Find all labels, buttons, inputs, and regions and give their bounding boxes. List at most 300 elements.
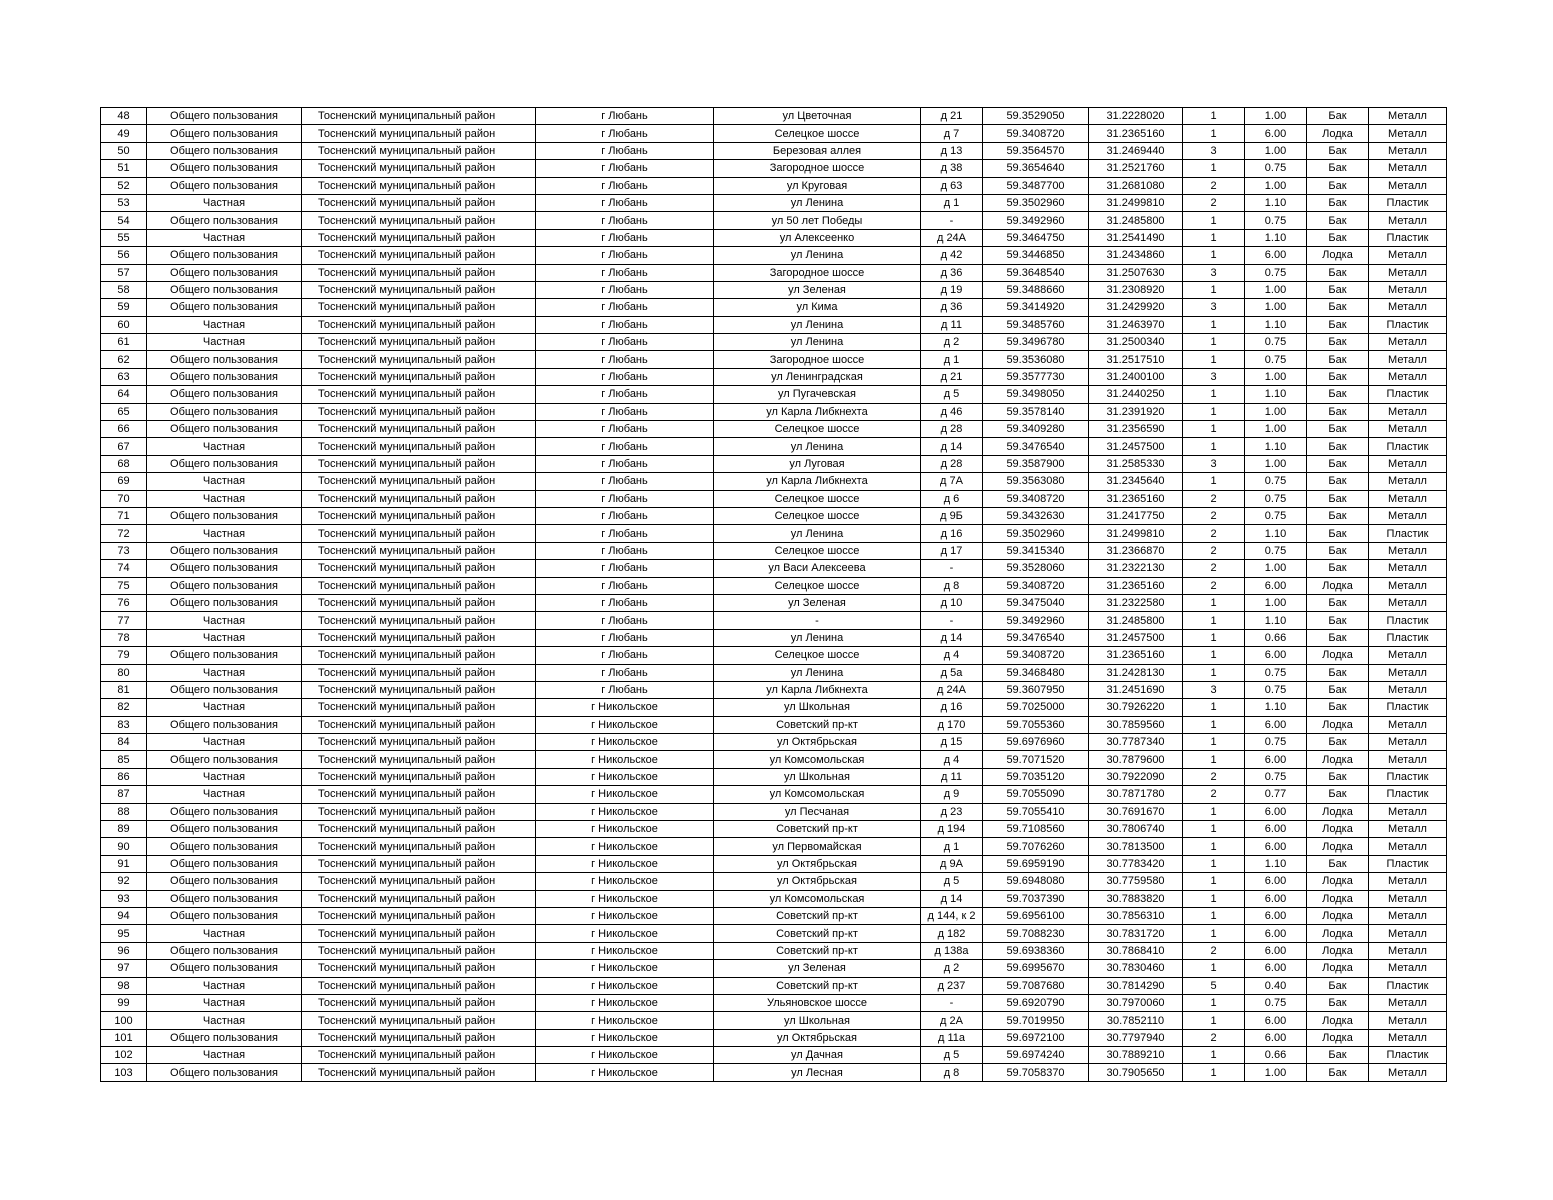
cell-street: ул Первомайская [714,838,921,855]
table-row [101,1047,1447,1064]
cell-house: д 42 [921,247,983,264]
cell-district: Тосненский муниципальный район [302,890,536,907]
cell-settlement: г Никольское [536,942,714,959]
cell-container-count: 1 [1183,664,1245,681]
cell-ownership: Общего пользования [147,281,302,298]
cell-container-type: Бак [1307,160,1369,177]
cell-district: Тосненский муниципальный район [302,716,536,733]
cell-ownership: Общего пользования [147,351,302,368]
cell-material: Металл [1369,994,1447,1011]
cell-material: Пластик [1369,229,1447,246]
cell-container-type: Бак [1307,525,1369,542]
cell-house: д 21 [921,368,983,385]
table-row [101,647,1447,664]
cell-container-type: Лодка [1307,890,1369,907]
table-row [101,108,1447,125]
table-row [101,368,1447,385]
cell-district: Тосненский муниципальный район [302,125,536,142]
cell-container-type: Бак [1307,177,1369,194]
cell-latitude: 59.7058370 [983,1064,1089,1081]
cell-container-count: 1 [1183,160,1245,177]
cell-container-count: 3 [1183,142,1245,159]
cell-container-type: Лодка [1307,907,1369,924]
table-row [101,525,1447,542]
cell-settlement: г Никольское [536,1064,714,1081]
cell-longitude: 30.7783420 [1089,855,1183,872]
cell-material: Металл [1369,507,1447,524]
cell-row-number: 63 [101,368,147,385]
cell-container-volume: 1.00 [1245,281,1307,298]
cell-row-number: 86 [101,768,147,785]
cell-container-volume: 6.00 [1245,751,1307,768]
cell-container-count: 1 [1183,925,1245,942]
cell-latitude: 59.3564570 [983,142,1089,159]
cell-ownership: Частная [147,473,302,490]
cell-street: Селецкое шоссе [714,490,921,507]
cell-latitude: 59.7088230 [983,925,1089,942]
cell-material: Пластик [1369,386,1447,403]
cell-longitude: 31.2440250 [1089,386,1183,403]
cell-house: д 1 [921,194,983,211]
cell-container-type: Бак [1307,386,1369,403]
cell-settlement: г Никольское [536,925,714,942]
cell-latitude: 59.6920790 [983,994,1089,1011]
cell-container-volume: 6.00 [1245,1012,1307,1029]
cell-ownership: Частная [147,334,302,351]
cell-district: Тосненский муниципальный район [302,977,536,994]
cell-ownership: Общего пользования [147,455,302,472]
cell-settlement: г Никольское [536,768,714,785]
cell-row-number: 98 [101,977,147,994]
cell-container-type: Бак [1307,664,1369,681]
cell-district: Тосненский муниципальный район [302,281,536,298]
cell-longitude: 31.2356590 [1089,421,1183,438]
cell-house: д 7 [921,125,983,142]
cell-container-volume: 1.00 [1245,1064,1307,1081]
table-row [101,734,1447,751]
cell-container-type: Бак [1307,786,1369,803]
cell-street: Загородное шоссе [714,264,921,281]
cell-latitude: 59.3464750 [983,229,1089,246]
cell-container-volume: 6.00 [1245,821,1307,838]
cell-longitude: 30.7922090 [1089,768,1183,785]
table-row [101,334,1447,351]
cell-street: ул Песчаная [714,803,921,820]
cell-material: Металл [1369,942,1447,959]
cell-container-volume: 1.00 [1245,421,1307,438]
cell-container-count: 5 [1183,977,1245,994]
cell-house: д 8 [921,577,983,594]
cell-street: ул Цветочная [714,108,921,125]
cell-longitude: 31.2400100 [1089,368,1183,385]
cell-container-type: Лодка [1307,942,1369,959]
table-row [101,247,1447,264]
table-row [101,299,1447,316]
cell-settlement: г Любань [536,229,714,246]
cell-container-count: 2 [1183,507,1245,524]
cell-material: Металл [1369,1012,1447,1029]
cell-container-count: 1 [1183,351,1245,368]
cell-settlement: г Любань [536,507,714,524]
cell-longitude: 31.2463970 [1089,316,1183,333]
cell-settlement: г Никольское [536,907,714,924]
cell-district: Тосненский муниципальный район [302,368,536,385]
cell-street: Загородное шоссе [714,160,921,177]
cell-settlement: г Никольское [536,890,714,907]
cell-latitude: 59.7019950 [983,1012,1089,1029]
cell-settlement: г Любань [536,142,714,159]
cell-district: Тосненский муниципальный район [302,786,536,803]
cell-row-number: 78 [101,629,147,646]
table-row [101,768,1447,785]
cell-material: Металл [1369,594,1447,611]
cell-container-type: Бак [1307,455,1369,472]
cell-settlement: г Любань [536,577,714,594]
cell-row-number: 89 [101,821,147,838]
cell-latitude: 59.3648540 [983,264,1089,281]
cell-house: - [921,612,983,629]
cell-house: д 8 [921,1064,983,1081]
cell-settlement: г Любань [536,629,714,646]
container-sites-table [100,107,1447,1082]
table-row [101,177,1447,194]
cell-house: д 5 [921,873,983,890]
cell-settlement: г Никольское [536,855,714,872]
cell-district: Тосненский муниципальный район [302,751,536,768]
cell-container-volume: 1.10 [1245,612,1307,629]
cell-latitude: 59.3563080 [983,473,1089,490]
cell-district: Тосненский муниципальный район [302,734,536,751]
cell-house: д 1 [921,351,983,368]
cell-district: Тосненский муниципальный район [302,925,536,942]
cell-container-type: Бак [1307,229,1369,246]
cell-house: д 170 [921,716,983,733]
table-row [101,1012,1447,1029]
cell-row-number: 100 [101,1012,147,1029]
cell-container-volume: 0.77 [1245,786,1307,803]
cell-container-count: 1 [1183,229,1245,246]
cell-house: д 16 [921,525,983,542]
cell-material: Пластик [1369,438,1447,455]
cell-container-volume: 6.00 [1245,577,1307,594]
cell-latitude: 59.3577730 [983,368,1089,385]
cell-container-volume: 1.00 [1245,299,1307,316]
cell-material: Пластик [1369,194,1447,211]
cell-container-count: 1 [1183,438,1245,455]
cell-row-number: 88 [101,803,147,820]
cell-latitude: 59.6995670 [983,960,1089,977]
cell-container-type: Бак [1307,212,1369,229]
cell-latitude: 59.3432630 [983,507,1089,524]
cell-ownership: Частная [147,1047,302,1064]
cell-container-count: 1 [1183,421,1245,438]
cell-container-volume: 1.00 [1245,594,1307,611]
cell-street: ул Васи Алексеева [714,560,921,577]
cell-street: ул Ленина [714,664,921,681]
cell-settlement: г Любань [536,473,714,490]
cell-latitude: 59.3578140 [983,403,1089,420]
cell-container-count: 1 [1183,855,1245,872]
table-row [101,421,1447,438]
table-row [101,855,1447,872]
cell-settlement: г Любань [536,264,714,281]
cell-container-count: 1 [1183,1047,1245,1064]
cell-container-type: Бак [1307,855,1369,872]
cell-latitude: 59.3415340 [983,542,1089,559]
cell-longitude: 30.7883820 [1089,890,1183,907]
table-row [101,994,1447,1011]
cell-container-volume: 1.00 [1245,560,1307,577]
cell-container-type: Лодка [1307,960,1369,977]
table-row [101,838,1447,855]
cell-container-volume: 0.75 [1245,768,1307,785]
cell-row-number: 70 [101,490,147,507]
cell-ownership: Частная [147,194,302,211]
cell-container-type: Лодка [1307,803,1369,820]
cell-container-count: 1 [1183,907,1245,924]
cell-settlement: г Любань [536,194,714,211]
cell-district: Тосненский муниципальный район [302,334,536,351]
cell-street: Советский пр-кт [714,821,921,838]
cell-house: д 9Б [921,507,983,524]
table-row [101,560,1447,577]
cell-settlement: г Никольское [536,751,714,768]
cell-longitude: 30.7905650 [1089,1064,1183,1081]
cell-container-type: Бак [1307,264,1369,281]
cell-district: Тосненский муниципальный район [302,1047,536,1064]
cell-house: д 5 [921,386,983,403]
cell-house: - [921,560,983,577]
cell-settlement: г Никольское [536,803,714,820]
cell-house: д 7А [921,473,983,490]
cell-row-number: 71 [101,507,147,524]
cell-ownership: Общего пользования [147,873,302,890]
cell-longitude: 31.2429920 [1089,299,1183,316]
cell-container-volume: 6.00 [1245,907,1307,924]
cell-street: Ульяновское шоссе [714,994,921,1011]
cell-row-number: 102 [101,1047,147,1064]
cell-latitude: 59.3468480 [983,664,1089,681]
cell-latitude: 59.3408720 [983,647,1089,664]
cell-material: Металл [1369,212,1447,229]
cell-material: Металл [1369,821,1447,838]
cell-container-count: 1 [1183,386,1245,403]
cell-longitude: 31.2322580 [1089,594,1183,611]
table-row [101,507,1447,524]
cell-container-volume: 0.75 [1245,351,1307,368]
cell-district: Тосненский муниципальный район [302,160,536,177]
cell-material: Пластик [1369,786,1447,803]
cell-row-number: 101 [101,1029,147,1046]
cell-container-type: Лодка [1307,925,1369,942]
cell-ownership: Общего пользования [147,403,302,420]
cell-latitude: 59.3446850 [983,247,1089,264]
cell-ownership: Общего пользования [147,368,302,385]
cell-street: ул Ленина [714,438,921,455]
cell-district: Тосненский муниципальный район [302,229,536,246]
cell-latitude: 59.3488660 [983,281,1089,298]
cell-street: ул Октябрьская [714,734,921,751]
cell-longitude: 30.7879600 [1089,751,1183,768]
cell-ownership: Общего пользования [147,542,302,559]
cell-ownership: Общего пользования [147,108,302,125]
cell-latitude: 59.6956100 [983,907,1089,924]
cell-house: д 5а [921,664,983,681]
cell-material: Металл [1369,577,1447,594]
cell-house: д 36 [921,299,983,316]
cell-house: д 4 [921,647,983,664]
cell-street: Советский пр-кт [714,977,921,994]
cell-ownership: Общего пользования [147,960,302,977]
cell-longitude: 31.2428130 [1089,664,1183,681]
cell-latitude: 59.3502960 [983,525,1089,542]
cell-street: ул Зеленая [714,960,921,977]
cell-container-volume: 6.00 [1245,716,1307,733]
cell-settlement: г Никольское [536,734,714,751]
cell-house: д 24А [921,681,983,698]
cell-container-type: Лодка [1307,751,1369,768]
cell-latitude: 59.7037390 [983,890,1089,907]
table-row [101,699,1447,716]
cell-container-volume: 1.10 [1245,438,1307,455]
cell-container-type: Лодка [1307,1012,1369,1029]
cell-material: Металл [1369,125,1447,142]
cell-district: Тосненский муниципальный район [302,403,536,420]
cell-house: д 21 [921,108,983,125]
cell-container-type: Бак [1307,994,1369,1011]
cell-settlement: г Никольское [536,960,714,977]
cell-longitude: 31.2499810 [1089,525,1183,542]
cell-settlement: г Любань [536,299,714,316]
table-row [101,977,1447,994]
cell-district: Тосненский муниципальный район [302,803,536,820]
cell-longitude: 30.7806740 [1089,821,1183,838]
cell-row-number: 75 [101,577,147,594]
cell-house: д 36 [921,264,983,281]
table-row [101,229,1447,246]
cell-district: Тосненский муниципальный район [302,473,536,490]
cell-longitude: 31.2228020 [1089,108,1183,125]
table-row [101,473,1447,490]
cell-settlement: г Любань [536,247,714,264]
cell-row-number: 61 [101,334,147,351]
cell-latitude: 59.3528060 [983,560,1089,577]
cell-street: Березовая аллея [714,142,921,159]
cell-row-number: 73 [101,542,147,559]
cell-settlement: г Любань [536,125,714,142]
cell-district: Тосненский муниципальный район [302,994,536,1011]
cell-settlement: г Любань [536,316,714,333]
cell-material: Металл [1369,108,1447,125]
table-row [101,803,1447,820]
cell-container-count: 1 [1183,473,1245,490]
cell-latitude: 59.3502960 [983,194,1089,211]
cell-row-number: 85 [101,751,147,768]
cell-container-type: Бак [1307,768,1369,785]
cell-district: Тосненский муниципальный район [302,664,536,681]
cell-material: Металл [1369,281,1447,298]
cell-ownership: Частная [147,490,302,507]
cell-ownership: Частная [147,629,302,646]
cell-street: ул Школьная [714,1012,921,1029]
cell-settlement: г Никольское [536,1012,714,1029]
cell-latitude: 59.6972100 [983,1029,1089,1046]
cell-ownership: Общего пользования [147,560,302,577]
cell-ownership: Частная [147,525,302,542]
cell-container-volume: 1.00 [1245,142,1307,159]
cell-row-number: 103 [101,1064,147,1081]
cell-longitude: 31.2469440 [1089,142,1183,159]
cell-container-volume: 6.00 [1245,873,1307,890]
cell-longitude: 30.7787340 [1089,734,1183,751]
cell-container-type: Бак [1307,473,1369,490]
cell-container-count: 1 [1183,994,1245,1011]
cell-row-number: 53 [101,194,147,211]
cell-house: д 19 [921,281,983,298]
cell-settlement: г Никольское [536,1047,714,1064]
cell-container-count: 3 [1183,681,1245,698]
cell-settlement: г Любань [536,334,714,351]
cell-settlement: г Никольское [536,873,714,890]
cell-row-number: 55 [101,229,147,246]
cell-material: Металл [1369,142,1447,159]
cell-house: д 16 [921,699,983,716]
cell-latitude: 59.7055360 [983,716,1089,733]
cell-settlement: г Никольское [536,994,714,1011]
cell-settlement: г Никольское [536,1029,714,1046]
cell-house: д 13 [921,142,983,159]
cell-street: ул Ленина [714,247,921,264]
cell-material: Пластик [1369,699,1447,716]
cell-house: д 15 [921,734,983,751]
cell-settlement: г Любань [536,368,714,385]
cell-ownership: Частная [147,734,302,751]
cell-row-number: 72 [101,525,147,542]
cell-street: ул Карла Либкнехта [714,681,921,698]
cell-district: Тосненский муниципальный район [302,542,536,559]
cell-container-type: Бак [1307,142,1369,159]
cell-container-type: Лодка [1307,838,1369,855]
cell-container-type: Бак [1307,351,1369,368]
cell-settlement: г Любань [536,525,714,542]
cell-street: Селецкое шоссе [714,421,921,438]
cell-latitude: 59.3587900 [983,455,1089,472]
cell-longitude: 31.2365160 [1089,490,1183,507]
cell-container-volume: 6.00 [1245,247,1307,264]
cell-district: Тосненский муниципальный район [302,838,536,855]
cell-ownership: Общего пользования [147,890,302,907]
cell-street: ул Комсомольская [714,890,921,907]
cell-container-volume: 1.10 [1245,525,1307,542]
cell-longitude: 30.7813500 [1089,838,1183,855]
cell-house: д 10 [921,594,983,611]
cell-material: Металл [1369,873,1447,890]
cell-house: - [921,212,983,229]
cell-container-type: Лодка [1307,821,1369,838]
cell-street: ул Ленина [714,334,921,351]
cell-district: Тосненский муниципальный район [302,507,536,524]
cell-longitude: 31.2451690 [1089,681,1183,698]
cell-material: Металл [1369,421,1447,438]
cell-ownership: Общего пользования [147,647,302,664]
cell-container-volume: 0.66 [1245,1047,1307,1064]
cell-material: Металл [1369,1029,1447,1046]
cell-container-volume: 0.66 [1245,629,1307,646]
cell-row-number: 93 [101,890,147,907]
table-row [101,316,1447,333]
cell-longitude: 31.2457500 [1089,629,1183,646]
cell-latitude: 59.3408720 [983,490,1089,507]
